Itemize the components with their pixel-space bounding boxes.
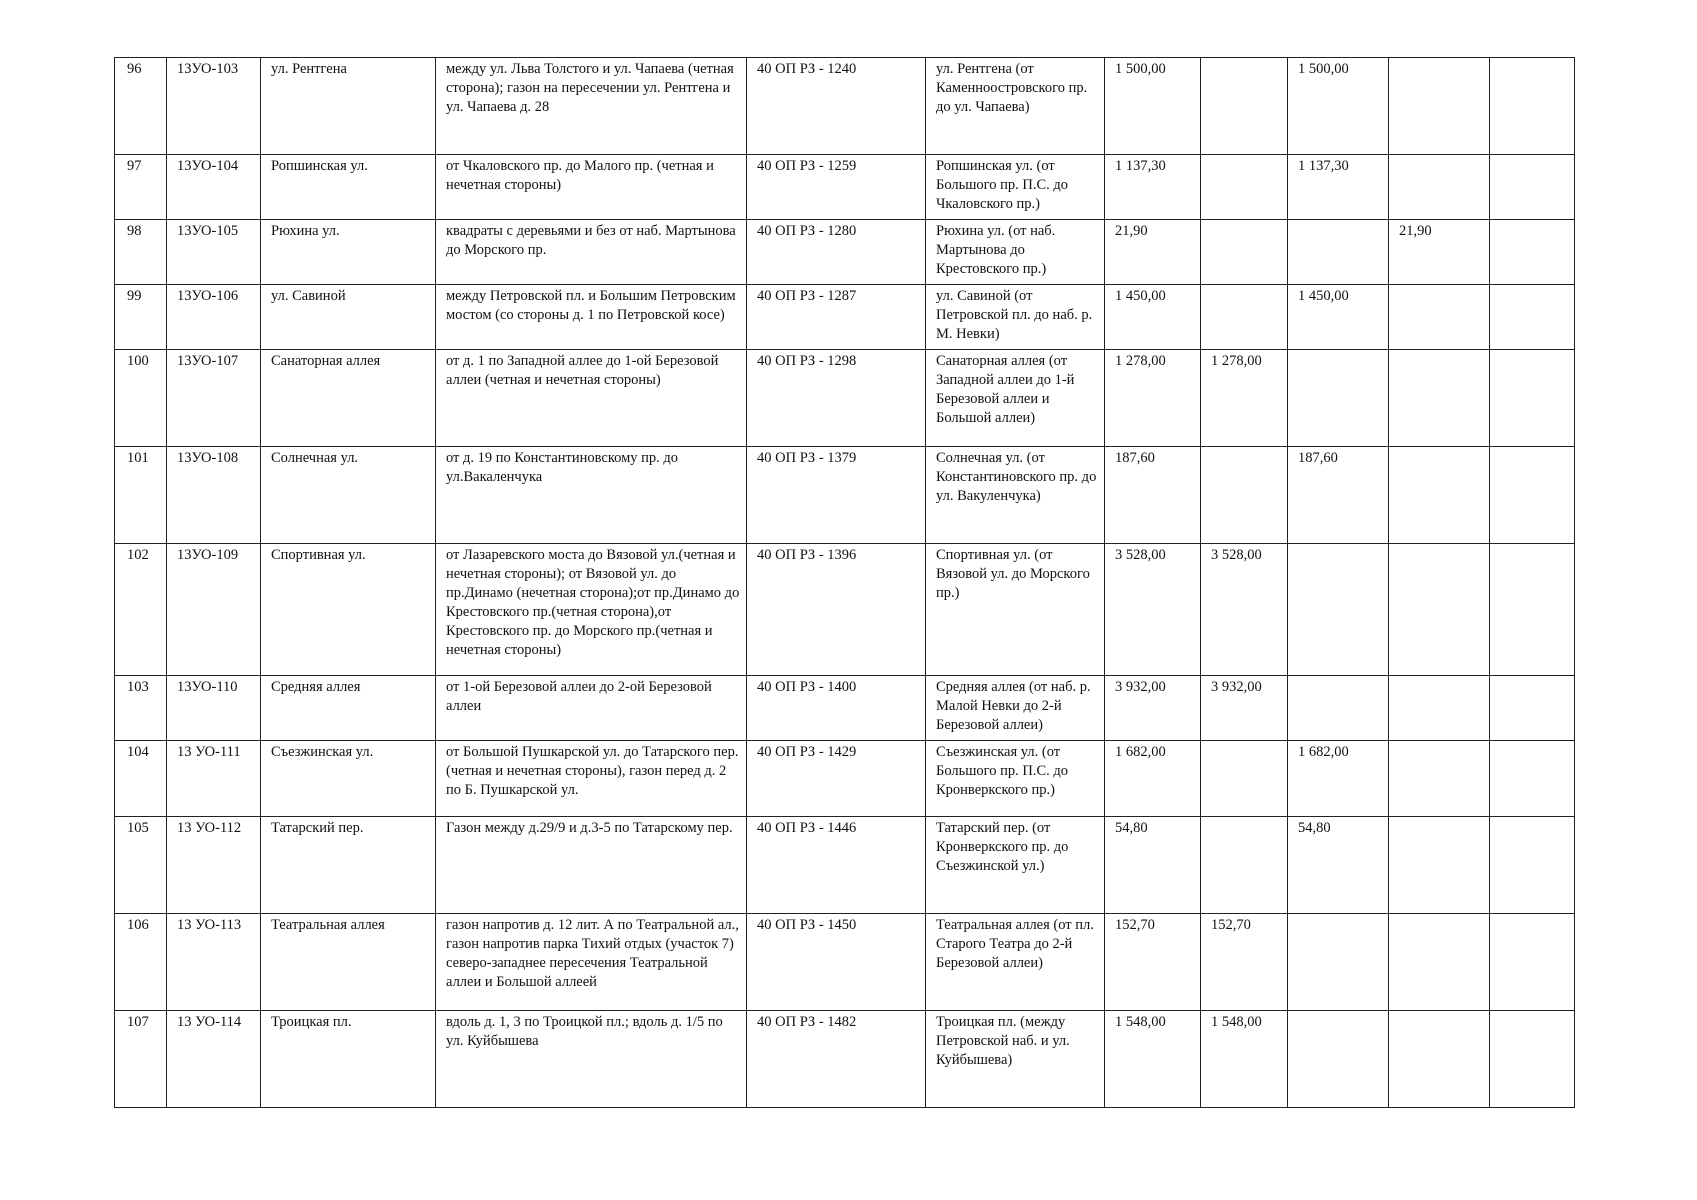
total-area: 187,60 — [1105, 447, 1201, 544]
total-area: 1 278,00 — [1105, 350, 1201, 447]
road-id: 40 ОП РЗ - 1400 — [747, 676, 926, 741]
location-description: газон напротив д. 12 лит. А по Театральной ал., газон напротив парка Тихий отдых (участок 7) северо-западнее пересечения Театральной аллеи и Большой аллеей — [436, 914, 747, 1011]
area-column-a: 1 548,00 — [1201, 1011, 1288, 1108]
area-column-b: 1 450,00 — [1288, 285, 1389, 350]
row-number: 103 — [115, 676, 167, 741]
area-column-c — [1389, 1011, 1490, 1108]
object-code: 13УО-109 — [167, 544, 261, 676]
road-id: 40 ОП РЗ - 1446 — [747, 817, 926, 914]
table-row — [115, 447, 1575, 544]
area-column-c — [1389, 817, 1490, 914]
road-description: Съезжинская ул. (от Большого пр. П.С. до Кронверкского пр.) — [926, 741, 1105, 817]
road-id: 40 ОП РЗ - 1450 — [747, 914, 926, 1011]
table-row — [115, 914, 1575, 1011]
street-name: Средняя аллея — [261, 676, 436, 741]
row-number: 99 — [115, 285, 167, 350]
row-number: 100 — [115, 350, 167, 447]
street-name: Троицкая пл. — [261, 1011, 436, 1108]
table-row — [115, 741, 1575, 817]
road-id: 40 ОП РЗ - 1240 — [747, 58, 926, 155]
road-id: 40 ОП РЗ - 1396 — [747, 544, 926, 676]
street-name: Ропшинская ул. — [261, 155, 436, 220]
table-row — [115, 155, 1575, 220]
table-row — [115, 544, 1575, 676]
object-code: 13 УО-111 — [167, 741, 261, 817]
road-description: Троицкая пл. (между Петровской наб. и ул. Куйбышева) — [926, 1011, 1105, 1108]
area-column-a: 152,70 — [1201, 914, 1288, 1011]
table-row — [115, 285, 1575, 350]
total-area: 1 450,00 — [1105, 285, 1201, 350]
area-column-d — [1490, 817, 1575, 914]
road-description: Спортивная ул. (от Вязовой ул. до Морского пр.) — [926, 544, 1105, 676]
area-column-d — [1490, 58, 1575, 155]
total-area: 1 137,30 — [1105, 155, 1201, 220]
row-number: 102 — [115, 544, 167, 676]
area-column-c — [1389, 350, 1490, 447]
road-description: Татарский пер. (от Кронверкского пр. до Съезжинской ул.) — [926, 817, 1105, 914]
area-column-b — [1288, 914, 1389, 1011]
object-code: 13УО-106 — [167, 285, 261, 350]
total-area: 1 682,00 — [1105, 741, 1201, 817]
road-description: Средняя аллея (от наб. р. Малой Невки до 2-й Березовой аллеи) — [926, 676, 1105, 741]
area-column-c — [1389, 58, 1490, 155]
area-column-b — [1288, 220, 1389, 285]
area-column-b — [1288, 1011, 1389, 1108]
street-name: Татарский пер. — [261, 817, 436, 914]
area-column-d — [1490, 285, 1575, 350]
area-column-d — [1490, 155, 1575, 220]
street-name: Санаторная аллея — [261, 350, 436, 447]
area-column-b: 1 500,00 — [1288, 58, 1389, 155]
area-column-d — [1490, 914, 1575, 1011]
area-column-c — [1389, 676, 1490, 741]
table-row — [115, 817, 1575, 914]
area-column-d — [1490, 741, 1575, 817]
area-column-b — [1288, 544, 1389, 676]
object-code: 13УО-105 — [167, 220, 261, 285]
area-column-c — [1389, 544, 1490, 676]
object-code: 13УО-103 — [167, 58, 261, 155]
total-area: 3 528,00 — [1105, 544, 1201, 676]
road-id: 40 ОП РЗ - 1280 — [747, 220, 926, 285]
object-code: 13УО-108 — [167, 447, 261, 544]
area-column-d — [1490, 350, 1575, 447]
area-column-b: 187,60 — [1288, 447, 1389, 544]
location-description: от д. 19 по Константиновскому пр. до ул.Вакаленчука — [436, 447, 747, 544]
road-description: Солнечная ул. (от Константиновского пр. до ул. Вакуленчука) — [926, 447, 1105, 544]
street-name: ул. Рентгена — [261, 58, 436, 155]
area-column-a — [1201, 155, 1288, 220]
street-name: Театральная аллея — [261, 914, 436, 1011]
row-number: 106 — [115, 914, 167, 1011]
area-column-c — [1389, 741, 1490, 817]
area-column-a — [1201, 285, 1288, 350]
object-code: 13 УО-113 — [167, 914, 261, 1011]
area-column-b — [1288, 350, 1389, 447]
street-name: Солнечная ул. — [261, 447, 436, 544]
area-column-a — [1201, 58, 1288, 155]
location-description: от Большой Пушкарской ул. до Татарского пер. (четная и нечетная стороны), газон перед д. 2 по Б. Пушкарской ул. — [436, 741, 747, 817]
location-description: от 1-ой Березовой аллеи до 2-ой Березовой аллеи — [436, 676, 747, 741]
area-column-d — [1490, 676, 1575, 741]
row-number: 97 — [115, 155, 167, 220]
row-number: 105 — [115, 817, 167, 914]
area-column-a: 3 528,00 — [1201, 544, 1288, 676]
area-column-a — [1201, 817, 1288, 914]
location-description: вдоль д. 1, 3 по Троицкой пл.; вдоль д. 1/5 по ул. Куйбышева — [436, 1011, 747, 1108]
object-code: 13УО-107 — [167, 350, 261, 447]
area-column-a — [1201, 447, 1288, 544]
street-name: ул. Савиной — [261, 285, 436, 350]
object-code: 13УО-110 — [167, 676, 261, 741]
road-description: Ропшинская ул. (от Большого пр. П.С. до Чкаловского пр.) — [926, 155, 1105, 220]
total-area: 3 932,00 — [1105, 676, 1201, 741]
street-name: Съезжинская ул. — [261, 741, 436, 817]
road-description: Театральная аллея (от пл. Старого Театра до 2-й Березовой аллеи) — [926, 914, 1105, 1011]
location-description: от д. 1 по Западной аллее до 1-ой Березовой аллеи (четная и нечетная стороны) — [436, 350, 747, 447]
row-number: 104 — [115, 741, 167, 817]
row-number: 107 — [115, 1011, 167, 1108]
location-description: от Чкаловского пр. до Малого пр. (четная и нечетная стороны) — [436, 155, 747, 220]
location-description: Газон между д.29/9 и д.3-5 по Татарскому пер. — [436, 817, 747, 914]
table-row — [115, 676, 1575, 741]
data-table — [114, 57, 1575, 1108]
location-description: от Лазаревского моста до Вязовой ул.(четная и нечетная стороны); от Вязовой ул. до пр.Динамо (нечетная сторона);от пр.Динамо до Крестовского пр.(четная сторона),от Крестовского пр. до Морского пр.(четная и нечетная стороны) — [436, 544, 747, 676]
area-column-a — [1201, 741, 1288, 817]
object-code: 13 УО-112 — [167, 817, 261, 914]
road-description: Санаторная аллея (от Западной аллеи до 1-й Березовой аллеи и Большой аллеи) — [926, 350, 1105, 447]
location-description: между Петровской пл. и Большим Петровским мостом (со стороны д. 1 по Петровской косе) — [436, 285, 747, 350]
total-area: 1 500,00 — [1105, 58, 1201, 155]
location-description: квадраты с деревьями и без от наб. Мартынова до Морского пр. — [436, 220, 747, 285]
street-name: Рюхина ул. — [261, 220, 436, 285]
road-id: 40 ОП РЗ - 1379 — [747, 447, 926, 544]
total-area: 54,80 — [1105, 817, 1201, 914]
area-column-d — [1490, 220, 1575, 285]
road-description: ул. Савиной (от Петровской пл. до наб. р. М. Невки) — [926, 285, 1105, 350]
road-id: 40 ОП РЗ - 1298 — [747, 350, 926, 447]
road-description: ул. Рентгена (от Каменноостровского пр. до ул. Чапаева) — [926, 58, 1105, 155]
road-id: 40 ОП РЗ - 1482 — [747, 1011, 926, 1108]
location-description: между ул. Льва Толстого и ул. Чапаева (четная сторона); газон на пересечении ул. Рентгена и ул. Чапаева д. 28 — [436, 58, 747, 155]
area-column-c — [1389, 914, 1490, 1011]
area-column-c — [1389, 447, 1490, 544]
area-column-b — [1288, 676, 1389, 741]
area-column-c: 21,90 — [1389, 220, 1490, 285]
area-column-a — [1201, 220, 1288, 285]
area-column-d — [1490, 447, 1575, 544]
row-number: 96 — [115, 58, 167, 155]
table-row — [115, 58, 1575, 155]
area-column-b: 1 682,00 — [1288, 741, 1389, 817]
row-number: 98 — [115, 220, 167, 285]
table-row — [115, 350, 1575, 447]
total-area: 152,70 — [1105, 914, 1201, 1011]
area-column-a: 3 932,00 — [1201, 676, 1288, 741]
area-column-c — [1389, 155, 1490, 220]
area-column-a: 1 278,00 — [1201, 350, 1288, 447]
area-column-b: 1 137,30 — [1288, 155, 1389, 220]
total-area: 1 548,00 — [1105, 1011, 1201, 1108]
table-row — [115, 1011, 1575, 1108]
table-body — [115, 58, 1575, 1108]
object-code: 13 УО-114 — [167, 1011, 261, 1108]
object-code: 13УО-104 — [167, 155, 261, 220]
area-column-c — [1389, 285, 1490, 350]
row-number: 101 — [115, 447, 167, 544]
road-description: Рюхина ул. (от наб. Мартынова до Крестовского пр.) — [926, 220, 1105, 285]
area-column-d — [1490, 544, 1575, 676]
document-page — [114, 57, 1574, 1108]
road-id: 40 ОП РЗ - 1429 — [747, 741, 926, 817]
area-column-b: 54,80 — [1288, 817, 1389, 914]
road-id: 40 ОП РЗ - 1287 — [747, 285, 926, 350]
area-column-d — [1490, 1011, 1575, 1108]
table-row — [115, 220, 1575, 285]
total-area: 21,90 — [1105, 220, 1201, 285]
road-id: 40 ОП РЗ - 1259 — [747, 155, 926, 220]
street-name: Спортивная ул. — [261, 544, 436, 676]
